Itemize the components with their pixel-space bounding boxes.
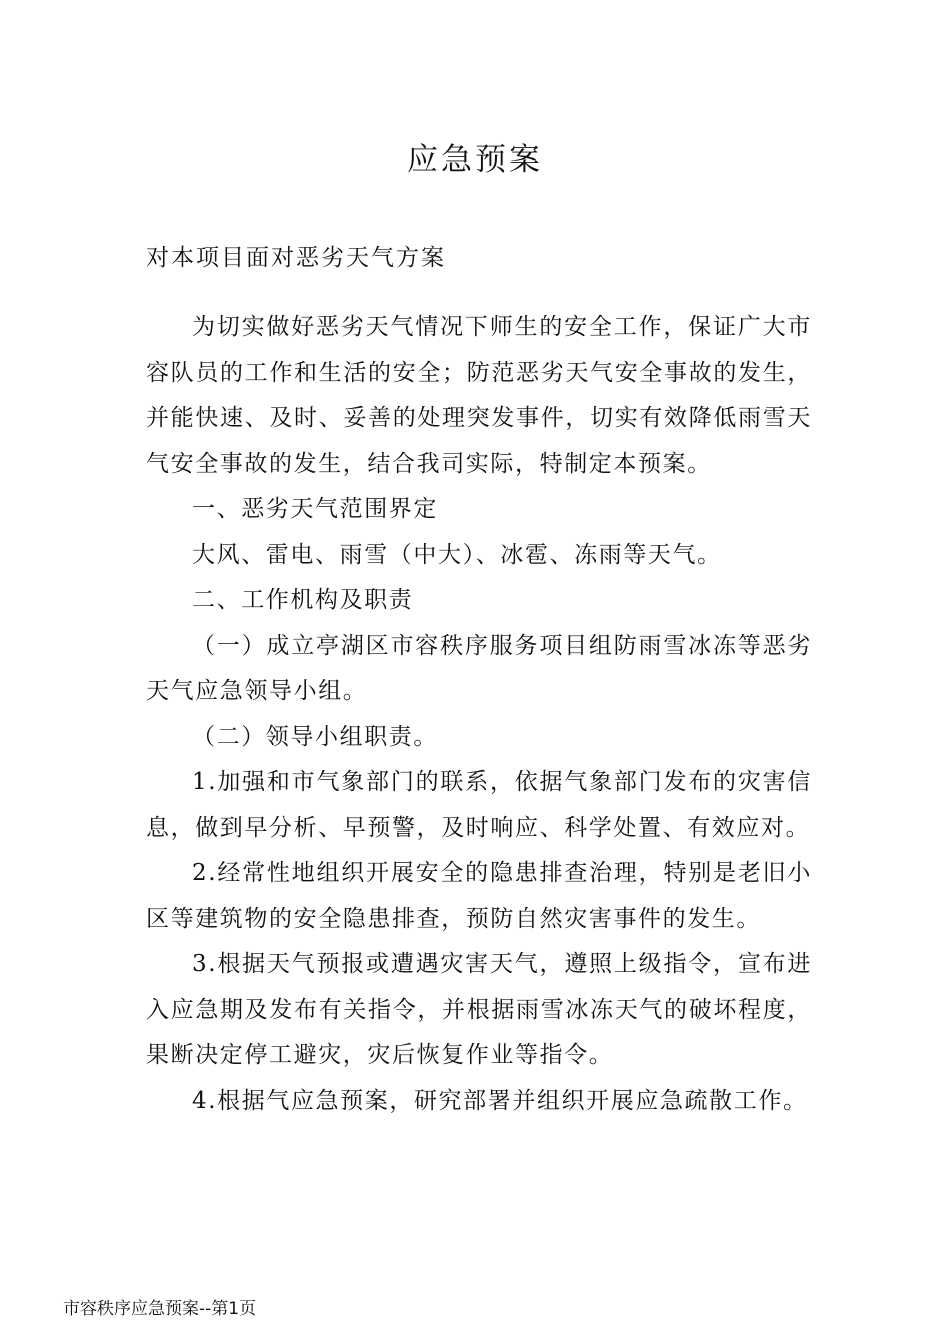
paragraph-weather-types: 大风、雷电、雨雪（中大）、冰雹、冻雨等天气。	[192, 541, 722, 568]
duty-item-1: 1.加强和市气象部门的联系，依据气象部门发布的灾害信息，做到早分析、早预警，及时响应、科学处置、有效应对。	[146, 769, 812, 841]
paragraph-group-setup: （一）成立亭湖区市容秩序服务项目组防雨雪冰冻等恶劣天气应急领导小组。	[146, 632, 812, 704]
document-subtitle: 对本项目面对恶劣天气方案	[146, 245, 446, 271]
duty-item-3: 3.根据天气预报或遭遇灾害天气，遵照上级指令，宣布进入应急期及发布有关指令，并根据雨雪冰冻天气的破坏程度，果断决定停工避灾，灾后恢复作业等指令。	[146, 951, 812, 1068]
paragraph-intro: 为切实做好恶劣天气情况下师生的安全工作，保证广大市容队员的工作和生活的安全；防范恶劣天气安全事故的发生，并能快速、及时、妥善的处理突发事件，切实有效降低雨雪天气安全事故的发生，结合我司实际，特制定本预案。	[146, 314, 812, 477]
duty-item-2: 2.经常性地组织开展安全的隐患排查治理，特别是老旧小区等建筑物的安全隐患排查，预防自然灾害事件的发生。	[146, 860, 812, 932]
subsection-heading: （二）领导小组职责。	[192, 723, 438, 750]
document-body	[146, 305, 812, 1124]
page-footer: 市容秩序应急预案--第1页	[63, 1299, 257, 1319]
section-heading-1: 一、恶劣天气范围界定	[192, 496, 438, 522]
duty-item-4: 4.根据气应急预案，研究部署并组织开展应急疏散工作。	[192, 1087, 808, 1114]
document-title: 应急预案	[407, 142, 543, 178]
section-heading-2: 二、工作机构及职责	[192, 587, 414, 613]
